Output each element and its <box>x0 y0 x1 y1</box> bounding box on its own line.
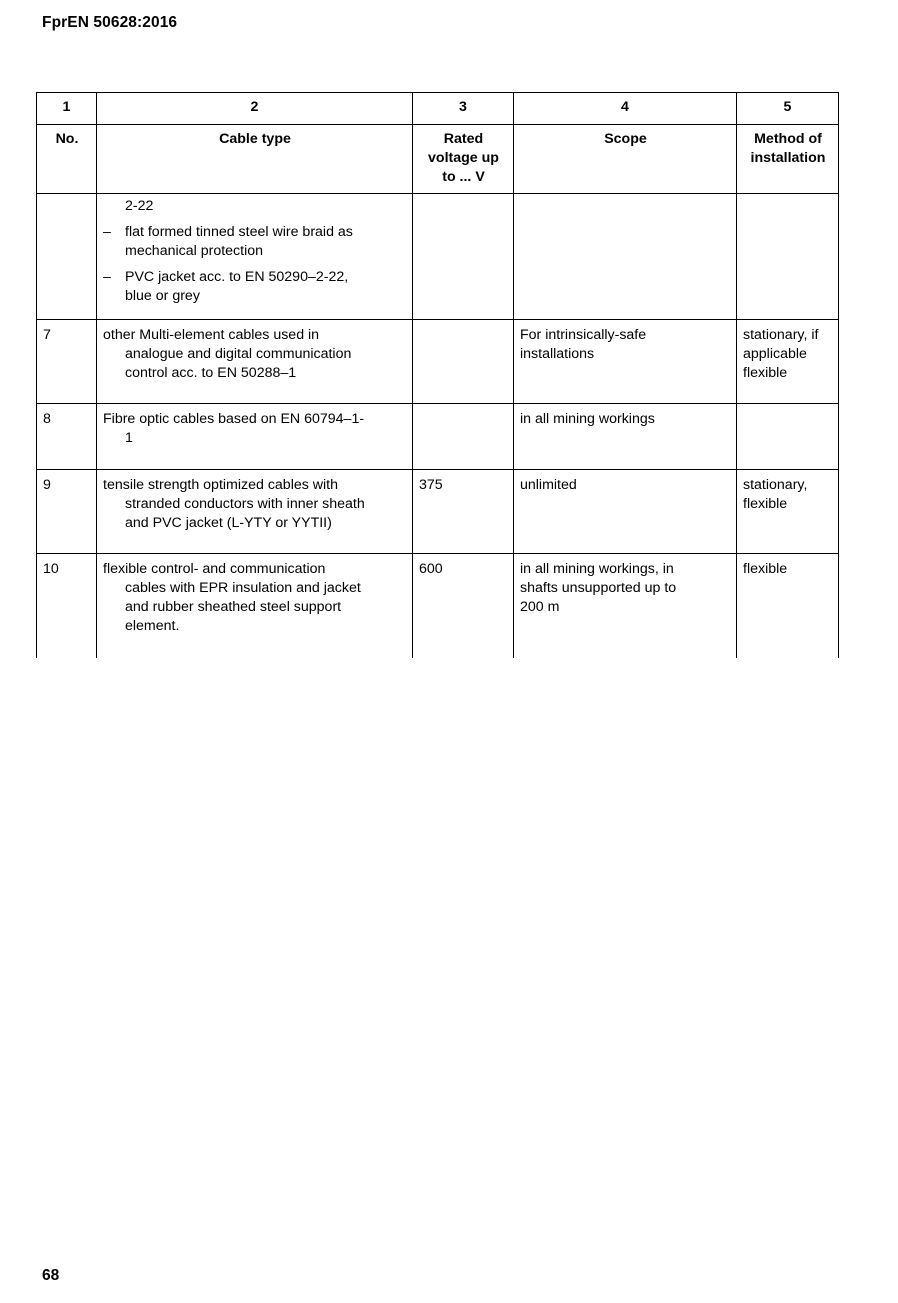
cell-no: 9 <box>37 470 97 554</box>
cell-rated-voltage: 375 <box>413 470 514 554</box>
method-line: flexible <box>743 365 788 381</box>
table-row <box>37 470 839 554</box>
cell-scope <box>514 554 737 658</box>
header-method-line: installation <box>750 150 826 166</box>
continuation-line: 2-22 <box>125 198 154 214</box>
table-row-continuation <box>37 194 839 320</box>
cell-scope <box>514 320 737 404</box>
header-method <box>737 125 839 194</box>
cable-type-line: cables with EPR insulation and jacket <box>125 580 361 596</box>
scope-line: unlimited <box>520 477 577 493</box>
header-no: No. <box>37 125 97 194</box>
scope-line: in all mining workings, in <box>520 561 674 577</box>
cable-type-line: element. <box>125 618 180 634</box>
cell-no: 10 <box>37 554 97 658</box>
column-number-5: 5 <box>737 93 839 125</box>
cell-cable-type <box>97 404 413 470</box>
column-number-2: 2 <box>97 93 413 125</box>
cable-type-line: stranded conductors with inner sheath <box>125 496 365 512</box>
scope-line: For intrinsically-safe <box>520 327 647 343</box>
cable-type-line: and rubber sheathed steel support <box>125 599 342 615</box>
list-item-line: mechanical protection <box>125 243 264 259</box>
cable-type-line: flexible control- and communication <box>103 561 326 577</box>
cable-table <box>36 92 839 658</box>
cable-type-line: Fibre optic cables based on EN 60794–1- <box>103 411 365 427</box>
dash-marker: – <box>103 224 111 240</box>
header-rated-voltage-line: voltage up <box>428 150 499 166</box>
cell-method <box>737 554 839 658</box>
header-scope: Scope <box>514 125 737 194</box>
cell-rated-voltage: 600 <box>413 554 514 658</box>
cell-cable-type <box>97 554 413 658</box>
page-number: 68 <box>42 1267 60 1284</box>
method-line: stationary, <box>743 477 808 493</box>
list-item-line: flat formed tinned steel wire braid as <box>125 224 353 240</box>
cell-rated-voltage <box>413 194 514 320</box>
cell-scope <box>514 404 737 470</box>
list-item <box>103 223 407 261</box>
cell-method <box>737 194 839 320</box>
cell-cable-type <box>97 470 413 554</box>
scope-line: installations <box>520 346 595 362</box>
cable-type-line: 1 <box>125 430 133 446</box>
header-cable-type: Cable type <box>97 125 413 194</box>
column-number-4: 4 <box>514 93 737 125</box>
cable-type-line: control acc. to EN 50288–1 <box>125 365 297 381</box>
cell-method <box>737 320 839 404</box>
header-method-line: Method of <box>754 131 822 147</box>
header-rated-voltage-line: to ... V <box>442 169 485 185</box>
list-item <box>103 268 407 306</box>
cable-type-line: tensile strength optimized cables with <box>103 477 339 493</box>
dash-marker: – <box>103 269 111 285</box>
table-row <box>37 320 839 404</box>
scope-line: 200 m <box>520 599 560 615</box>
header-rated-voltage <box>413 125 514 194</box>
method-line: applicable <box>743 346 807 362</box>
cable-type-line: other Multi-element cables used in <box>103 327 320 343</box>
cell-scope <box>514 194 737 320</box>
cell-cable-type <box>97 194 413 320</box>
method-line: flexible <box>743 496 788 512</box>
scope-line: shafts unsupported up to <box>520 580 677 596</box>
header-row <box>37 125 839 194</box>
cable-type-line: and PVC jacket (L-YTY or YYTII) <box>125 515 332 531</box>
list-item-line: blue or grey <box>125 288 200 304</box>
column-number-3: 3 <box>413 93 514 125</box>
table-row <box>37 404 839 470</box>
scope-line: in all mining workings <box>520 411 655 427</box>
header-rated-voltage-line: Rated <box>443 131 484 147</box>
cell-method <box>737 470 839 554</box>
cell-method <box>737 404 839 470</box>
column-number-row <box>37 93 839 125</box>
cell-cable-type <box>97 320 413 404</box>
cable-type-line: analogue and digital communication <box>125 346 352 362</box>
method-line: stationary, if <box>743 327 819 343</box>
table-row <box>37 554 839 658</box>
list-item-line: PVC jacket acc. to EN 50290–2-22, <box>125 269 349 285</box>
cell-rated-voltage <box>413 320 514 404</box>
document-id: FprEN 50628:2016 <box>42 14 178 31</box>
column-number-1: 1 <box>37 93 97 125</box>
cell-rated-voltage <box>413 404 514 470</box>
cell-no: 8 <box>37 404 97 470</box>
method-line: flexible <box>743 561 788 577</box>
cell-scope <box>514 470 737 554</box>
cell-no <box>37 194 97 320</box>
cell-no: 7 <box>37 320 97 404</box>
